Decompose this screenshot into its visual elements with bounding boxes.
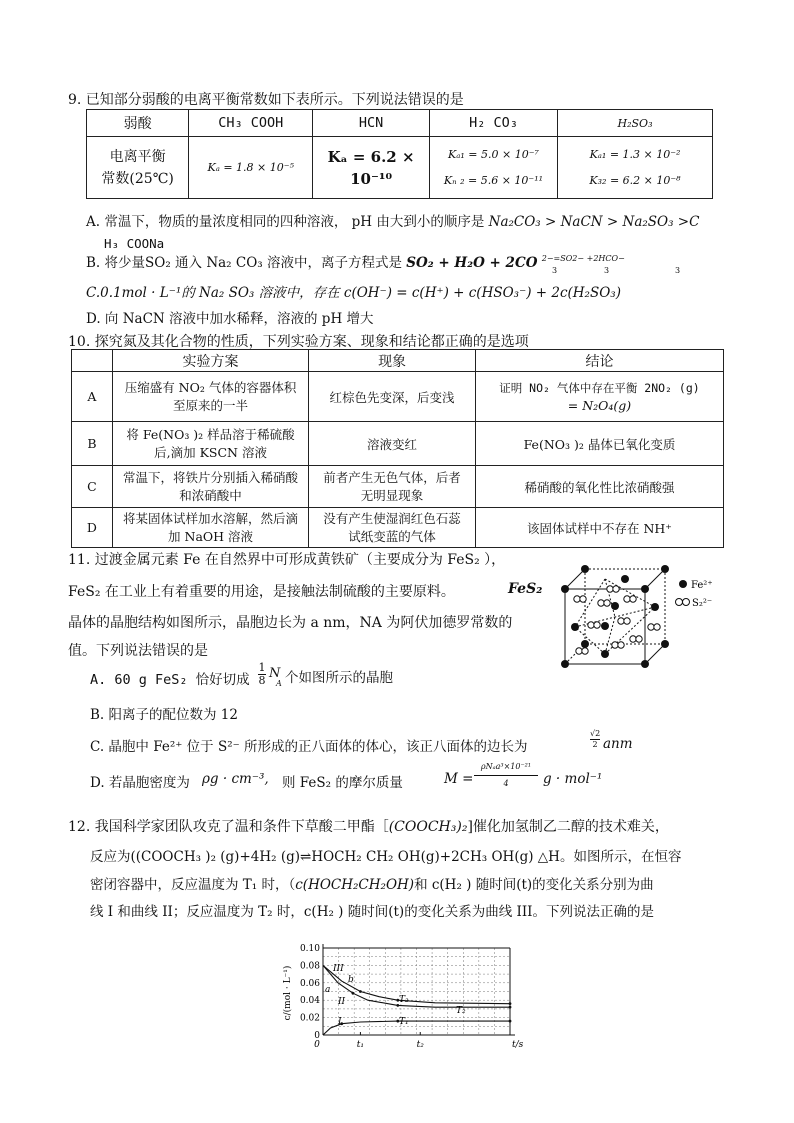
q9-acid-h2co3: H₂ CO₃ <box>429 110 557 137</box>
q11-line2: FeS₂ 在工业上有着重要的用途，是接触法制硫酸的主要原料。 <box>68 584 455 600</box>
table-row <box>72 508 724 548</box>
y-tick-label: 0 <box>314 1031 320 1041</box>
q10-row-a-con <box>475 372 723 422</box>
q9-acid-h2so3: H₂SO₃ <box>558 110 713 137</box>
q9-row-label-line1: 电离平衡 <box>109 148 166 165</box>
q9-option-c-formula: c(OH⁻) = c(H⁺) + c(HSO₃⁻) + 2c(H₂SO₃) <box>343 285 621 301</box>
q10-header-plan: 实验方案 <box>112 350 308 372</box>
series-point <box>509 1006 512 1009</box>
q10-row-c-phen <box>309 466 476 508</box>
q9-option-b <box>86 251 625 271</box>
q11-option-a-nsub: A <box>276 679 282 688</box>
q9-row-label <box>87 137 189 199</box>
q9-acid-hcn: HCN <box>313 110 430 137</box>
y-tick-label: 0.02 <box>299 1013 320 1024</box>
q10-header-conclusion: 结论 <box>475 350 723 372</box>
table-row <box>72 422 724 466</box>
q11-option-d-mid: 则 FeS₂ 的摩尔质量 <box>282 775 403 791</box>
q11-option-c-pre: C. 晶胞中 Fe²⁺ 位于 S²⁻ 所形成的正八面体的体心，该正八面体的边长为 <box>90 739 528 755</box>
q11-line3: 晶体的晶胞结构如图所示，晶胞边长为 a nm，NA 为阿伏加德罗常数的 <box>68 615 513 631</box>
q9-k-h2co3 <box>429 137 557 199</box>
x-tick-label: t₂ <box>416 1040 424 1050</box>
q11-option-a-pre: A. 60 g FeS₂ 恰好切成 <box>90 672 250 688</box>
q11-option-d-frac <box>474 761 538 790</box>
q12-line1 <box>68 816 669 836</box>
q11-option-c-frac-num: √2 <box>590 729 601 738</box>
q9-option-a-text: A. 常温下，物质的量浓度相同的四种溶液， pH 由大到小的顺序是 <box>86 214 485 230</box>
q10-row-c-con: 稀硝酸的氧化性比浓硝酸强 <box>475 466 723 508</box>
q9-option-b-formula: SO₂ + H₂O + 2CO <box>406 255 538 271</box>
q12-line1-formula: (COOCH₃)₂ <box>388 819 468 835</box>
chart-annotation: III <box>333 964 344 974</box>
series-point <box>509 1002 512 1005</box>
q12-line3-post: 和 c(H₂ ) 随时间(t)的变化关系分别为曲 <box>414 877 654 893</box>
y-tick-label: 0.10 <box>299 944 320 954</box>
q10-row-d-plan-1: 将某固体试样加水溶解，然后滴 <box>123 510 299 526</box>
y-tick-label: 0.06 <box>299 978 320 989</box>
q11-option-a-frac-num: 1 <box>258 661 266 674</box>
x-tick-label: 0 <box>314 1040 320 1050</box>
q10-row-b-con: Fe(NO₃ )₂ 晶体已氧化变质 <box>475 422 723 466</box>
y-tick-label: 0.04 <box>299 996 320 1007</box>
q12-line3-formula: c(HOCH₂CH₂OH) <box>295 877 415 893</box>
table-row <box>72 466 724 508</box>
q10-header-phenomenon: 现象 <box>309 350 476 372</box>
q11-line4: 值。下列说法错误的是 <box>68 643 208 659</box>
q10-row-a-phen: 红棕色先变深，后变浅 <box>309 372 476 422</box>
q10-row-d-con: 该固体试样中不存在 NH⁺ <box>475 508 723 548</box>
q11-option-b: B. 阳离子的配位数为 12 <box>90 707 238 723</box>
q10-row-a-con-1: 证明 NO₂ 气体中存在平衡 2NO₂ (g) <box>499 380 700 395</box>
q10-header-option <box>72 350 113 372</box>
legend-fe-icon <box>679 580 687 588</box>
q9-row-label-line2: 常数(25℃) <box>101 170 174 187</box>
q9-option-a-cont: H₃ COONa <box>104 236 165 251</box>
chart-annotation: T₂ <box>456 1006 466 1016</box>
chart-annotation: I <box>338 1017 342 1027</box>
q10-row-b-plan <box>112 422 308 466</box>
q11-option-d-m: M = <box>444 771 474 787</box>
q10-row-a-plan-1: 压缩盛有 NO₂ 气体的容器体积 <box>124 379 297 395</box>
q9-title: 9. 已知部分弱酸的电离平衡常数如下表所示。下列说法错误的是 <box>68 92 464 108</box>
crystal-cell-diagram <box>555 559 715 674</box>
y-axis-label: c/(mol · L⁻¹) <box>283 965 293 1021</box>
q9-option-d: D. 向 NaCN 溶液中加水稀释，溶液的 pH 增大 <box>86 311 374 327</box>
q9-option-b-tail: 2−=SO2− +2HCO− <box>541 254 625 263</box>
legend-fe-label: Fe²⁺ <box>691 580 713 591</box>
q9-k-h2so3 <box>558 137 713 199</box>
legend-s-icon <box>676 599 683 606</box>
q9-k-hcn <box>313 137 430 199</box>
concentration-chart <box>278 938 523 1053</box>
q9-option-b-sub1: 3 <box>552 266 558 275</box>
q9-k-hcn-line2: 10⁻¹⁰ <box>350 169 393 188</box>
q10-row-c-plan <box>112 466 308 508</box>
q9-option-b-sub2: 3 <box>604 266 610 275</box>
q9-k-hcn-line1: Kₐ = 6.2 × <box>327 147 415 166</box>
y-tick-label: 0.08 <box>299 961 320 972</box>
q10-row-b-plan-2: 后,滴加 KSCN 溶液 <box>154 444 267 460</box>
q9-head-label: 弱酸 <box>87 110 189 137</box>
q9-table <box>86 109 713 199</box>
table-row <box>72 372 724 422</box>
q10-row-c-plan-1: 常温下，将铁片分别插入稀硝酸 <box>123 469 299 485</box>
series-point <box>352 992 355 995</box>
q9-k-h2so3-line1: Kₐ₁ = 1.3 × 10⁻² <box>589 147 681 161</box>
q11-option-a-post: 个如图所示的晶胞 <box>285 670 393 686</box>
q10-row-d-phen-2: 试纸变蓝的气体 <box>348 528 436 544</box>
chart-annotation: a <box>325 985 331 995</box>
series-point <box>509 1020 512 1023</box>
q9-option-c <box>86 281 621 301</box>
q10-row-d-option: D <box>72 508 113 548</box>
q12-line1-post: ]催化加氢制乙二醇的技术难关， <box>467 819 669 835</box>
x-tick-label: t₁ <box>356 1040 365 1050</box>
q10-row-d-phen <box>309 508 476 548</box>
q11-option-d-frac-line <box>474 775 538 776</box>
q12-line4: 线 I 和曲线 II；反应温度为 T₂ 时，c(H₂ ) 随时间(t)的变化关系为曲线 III。下列说法正确的是 <box>90 904 654 920</box>
q11-option-a-n: N <box>269 666 281 681</box>
x-axis-label: t/s <box>512 1040 523 1050</box>
q10-row-a-option: A <box>72 372 113 422</box>
q11-option-d-frac-num: ρNₐa³×10⁻²¹ <box>480 762 532 771</box>
chart-annotation: b <box>348 975 354 985</box>
q9-k-ch3cooh: Kₐ = 1.8 × 10⁻⁵ <box>189 137 313 199</box>
q12-line3 <box>90 873 654 893</box>
chart-annotation: II <box>338 997 346 1007</box>
q10-row-d-plan-2: 加 NaOH 溶液 <box>168 528 254 544</box>
q9-k-h2so3-line2: K₃₂ = 6.2 × 10⁻⁸ <box>589 173 681 187</box>
q11-line2-italic: FeS₂ <box>508 581 543 597</box>
q11-option-a-frac-den: 8 <box>258 674 266 687</box>
q11-option-a-frac <box>258 662 266 687</box>
legend-s-label: S₂²⁻ <box>692 598 713 609</box>
q9-option-a <box>86 210 699 230</box>
q9-option-a-formula: Na₂CO₃ > NaCN > Na₂SO₃ >C <box>488 214 700 230</box>
q12-line1-pre: 12. 我国科学家团队攻克了温和条件下草酸二甲酯［ <box>68 819 389 835</box>
q11-option-c-frac <box>590 729 600 750</box>
q10-row-d-phen-1: 没有产生使湿润红色石蕊 <box>323 510 461 526</box>
q9-k-h2co3-line2: Kₙ ₂ = 5.6 × 10⁻¹¹ <box>443 173 544 187</box>
q10-title: 10. 探究氮及其化合物的性质，下列实验方案、现象和结论都正确的是选项 <box>68 334 529 350</box>
q11-option-c-post: anm <box>603 736 633 752</box>
chart-annotation: T₂ <box>399 995 409 1005</box>
q12-line2: 反应为((COOCH₃ )₂ (g)+4H₂ (g)⇌HOCH₂ CH₂ OH(g)+2CH₃ OH(g) △H。如图所示，在恒容 <box>90 849 682 865</box>
q11-option-d-rho: ρg · cm⁻³, <box>202 771 269 787</box>
q10-row-c-phen-2: 无明显现象 <box>360 487 424 503</box>
q10-row-a-con-2: = N₂O₄(g) <box>567 397 632 413</box>
q10-row-b-plan-1: 将 Fe(NO₃ )₂ 样品溶于稀硫酸 <box>126 426 295 442</box>
q10-row-c-option: C <box>72 466 113 508</box>
series-point <box>359 990 362 993</box>
q11-line1: 11. 过渡金属元素 Fe 在自然界中可形成黄铁矿（主要成分为 FeS₂ ）， <box>68 552 506 568</box>
q11-option-c-frac-den: 2 <box>592 740 598 749</box>
q10-row-d-plan <box>112 508 308 548</box>
q9-option-b-text: B. 将少量SO₂ 通入 Na₂ CO₃ 溶液中，离子方程式是 <box>86 255 402 271</box>
chart-annotation: T₁ <box>399 1017 409 1027</box>
q9-k-h2co3-line1: Kₐ₁ = 5.0 × 10⁻⁷ <box>448 147 539 161</box>
q12-line3-pre: 密闭容器中，反应温度为 T₁ 时，（ <box>90 877 296 893</box>
q10-row-b-option: B <box>72 422 113 466</box>
q10-row-b-phen: 溶液变红 <box>309 422 476 466</box>
q10-table <box>71 349 724 548</box>
q11-option-d-unit: g · mol⁻¹ <box>543 771 603 787</box>
q11-option-d-pre: D. 若晶胞密度为 <box>90 775 190 791</box>
q10-row-a-plan <box>112 372 308 422</box>
q10-row-c-phen-1: 前者产生无色气体，后者 <box>323 469 461 485</box>
q11-option-a <box>90 668 250 688</box>
q10-row-a-plan-2: 至原来的一半 <box>173 397 249 413</box>
q9-option-c-text: C.0.1mol · L⁻¹的 Na₂ SO₃ 溶液中，存在 <box>86 285 340 301</box>
q9-acid-ch3cooh: CH₃ COOH <box>189 110 313 137</box>
q11-option-d-frac-den: 4 <box>503 779 509 788</box>
q10-row-c-plan-2: 和浓硝酸中 <box>179 487 242 503</box>
q9-option-b-sub3: 3 <box>675 266 681 275</box>
